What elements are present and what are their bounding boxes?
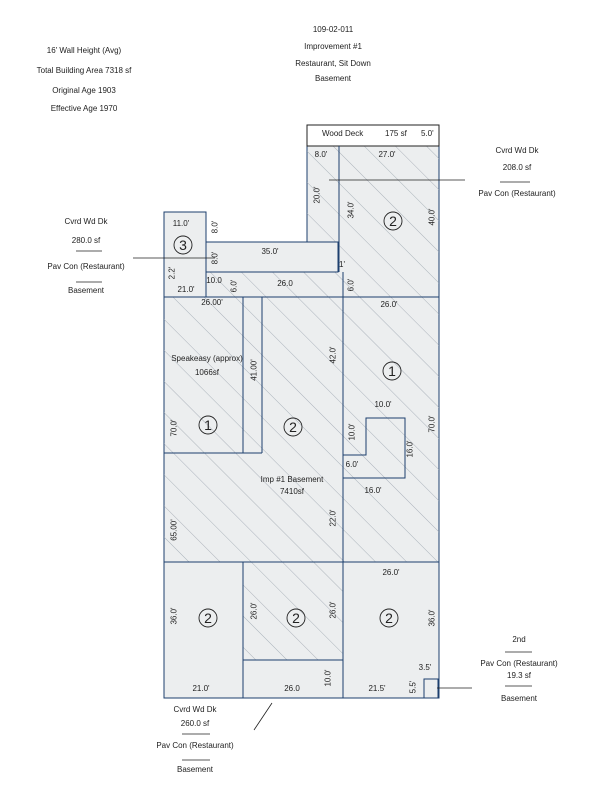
circle-label: 2 <box>292 610 300 626</box>
level-label: Basement <box>314 74 352 83</box>
wood-deck-label: Wood Deck <box>322 129 364 138</box>
speakeasy-label: Speakeasy (approx) <box>171 354 243 363</box>
dim-label: 26.00' <box>201 298 223 307</box>
basement-label: Imp #1 Basement <box>260 475 324 484</box>
callout-right-bottom-title: 2nd <box>512 635 526 644</box>
parcel-id: 109-02-011 <box>312 25 354 34</box>
dim-label: 21.5' <box>368 684 386 693</box>
dim-label: 40.0' <box>427 208 437 226</box>
callout-bottom-level: Basement <box>176 765 214 774</box>
dim-label: 22.0' <box>328 509 338 527</box>
circle-label: 2 <box>204 610 212 626</box>
use-label: Restaurant, Sit Down <box>295 59 371 68</box>
dim-label: 36.0' <box>169 607 179 625</box>
bottom-right-section <box>343 562 439 698</box>
callout-left-title: Cvrd Wd Dk <box>64 217 108 226</box>
dim-label: 27.0' <box>378 150 396 159</box>
dim-label: 36.0' <box>427 609 437 627</box>
callout-right-top-title: Cvrd Wd Dk <box>495 146 539 155</box>
improvement-label: Improvement #1 <box>304 42 362 51</box>
total-area: Total Building Area 7318 sf <box>36 66 132 75</box>
callout-bottom-area: 260.0 sf <box>180 719 210 728</box>
callout-left-area: 280.0 sf <box>71 236 101 245</box>
circle-label: 2 <box>385 610 393 626</box>
dim-label: 10.0' <box>347 423 357 441</box>
wall-height: 16' Wall Height (Avg) <box>46 46 122 55</box>
effective-age: Effective Age 1970 <box>50 104 118 113</box>
dim-label: 16.0' <box>364 486 382 495</box>
dim-label: 70.0' <box>169 419 179 437</box>
dim-label: 41.00' <box>249 359 259 381</box>
circle-label: 3 <box>179 237 187 253</box>
dim-label: 10.0 <box>206 276 222 285</box>
basement-area: 7410sf <box>279 487 305 496</box>
dim-label: 8.0' <box>210 251 220 265</box>
dim-label: 20.0' <box>312 186 322 204</box>
dim-label: 26.0 <box>284 684 300 693</box>
dim-label: 26.0' <box>249 602 259 620</box>
dim-label: 26.0' <box>328 601 338 619</box>
callout-bottom-use: Pav Con (Restaurant) <box>156 741 234 750</box>
dim-label: 16.0' <box>405 440 415 458</box>
circle-label: 1 <box>204 417 212 433</box>
callout-right-bottom-level: Basement <box>500 694 538 703</box>
dim-label: 70.0' <box>427 415 437 433</box>
dim-label: 10.0' <box>374 400 392 409</box>
dim-label: 5.5' <box>408 680 418 694</box>
callout-left-level: Basement <box>67 286 105 295</box>
dim-label: 6.0' <box>346 278 356 292</box>
dim-label: 26.0 <box>277 279 293 288</box>
callout-bottom-title: Cvrd Wd Dk <box>173 705 217 714</box>
dim-label: 11.0' <box>172 219 190 228</box>
dim-label: 6.0' <box>229 279 239 293</box>
dim-label: 34.0' <box>346 201 356 219</box>
speakeasy-area: 1066sf <box>194 368 220 377</box>
callout-right-bottom-use: Pav Con (Restaurant) <box>480 659 558 668</box>
dim-label: 21.0' <box>177 285 195 294</box>
circle-label: 1 <box>388 363 396 379</box>
callout-right-top-use: Pav Con (Restaurant) <box>478 189 556 198</box>
circle-label: 2 <box>289 419 297 435</box>
circle-label: 2 <box>389 213 397 229</box>
bottom-left-section <box>164 562 243 698</box>
dim-label: 10.0' <box>323 669 333 687</box>
wood-deck-dim: 5.0' <box>421 129 434 138</box>
callout-right-bottom-area: 19.3 sf <box>506 671 532 680</box>
dim-label: 8.0' <box>314 150 328 159</box>
dim-label: 1' <box>339 260 345 269</box>
callout-right-top-area: 208.0 sf <box>502 163 532 172</box>
dim-label: 26.0' <box>380 300 398 309</box>
dim-label: 6.0' <box>345 460 359 469</box>
dim-label: 65.00' <box>169 519 179 541</box>
wood-deck-area: 175 sf <box>385 129 407 138</box>
dim-label: 26.0' <box>382 568 400 577</box>
dim-label: 42.0' <box>328 346 338 364</box>
dim-label: 2.2' <box>167 266 177 280</box>
dim-label: 8.0' <box>210 220 220 234</box>
dim-label: 21.0' <box>192 684 210 693</box>
dim-label: 35.0' <box>261 247 279 256</box>
original-age: Original Age 1903 <box>52 86 116 95</box>
dim-label: 3.5' <box>418 663 432 672</box>
callout-left-use: Pav Con (Restaurant) <box>47 262 125 271</box>
